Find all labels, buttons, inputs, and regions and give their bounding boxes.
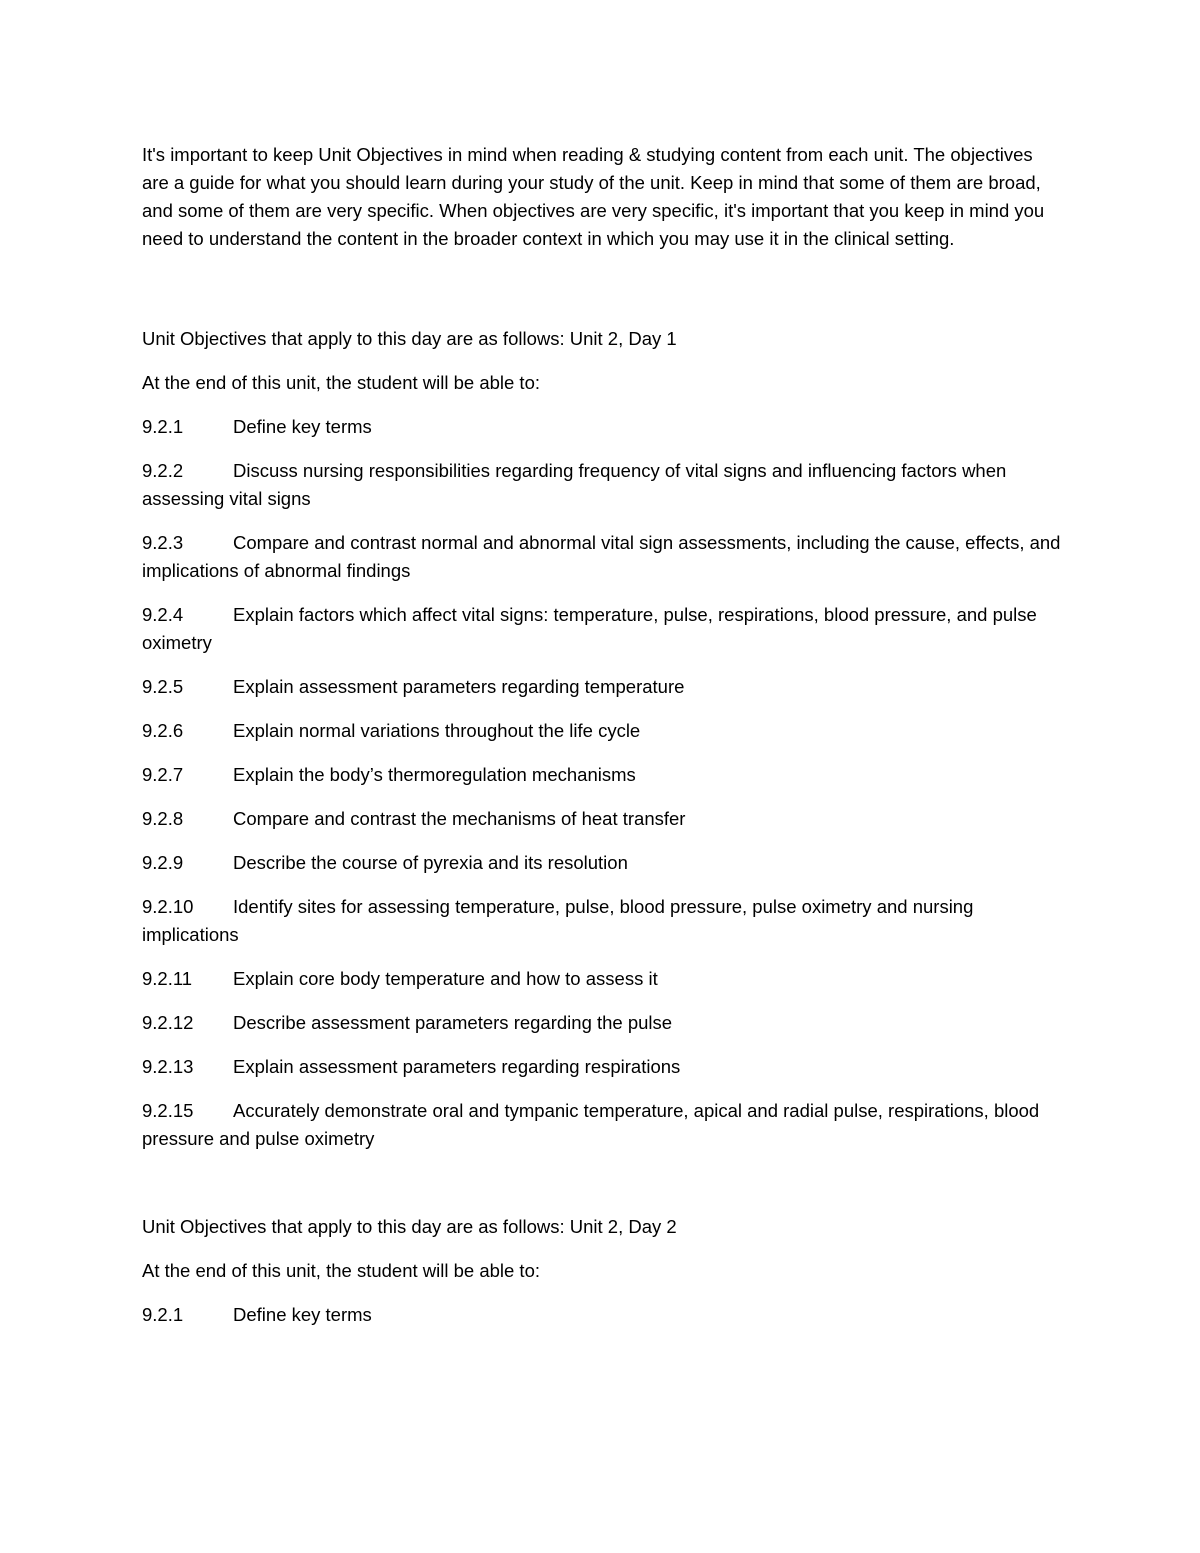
intro-paragraph: It's important to keep Unit Objectives in mind when reading & studying content from each unit. The objectives are a guide for what you should learn during your study of the unit. Keep in mind that some of them are broad, and some of them are very specific. When objectives are very specific, it's important that you keep in mind you need to understand the content in the broader context in which you may use it in the clinical setting. [142, 144, 1045, 249]
objective-number: 9.2.1 [142, 1304, 184, 1325]
objective-text: Explain the body’s thermoregulation mechanisms [233, 764, 636, 785]
objective-text: Explain assessment parameters regarding respirations [233, 1056, 681, 1077]
objective-text: Define key terms [233, 1304, 372, 1325]
objective-text: Identify sites for assessing temperature, pulse, blood pressure, pulse oximetry and nursing implications [142, 896, 974, 945]
objective-item [142, 761, 1062, 789]
day1-lead: At the end of this unit, the student will be able to: [142, 372, 541, 393]
objective-item [142, 965, 1062, 993]
objective-item [142, 805, 1062, 833]
objective-item [142, 1301, 1062, 1329]
objective-item [142, 717, 1062, 745]
objective-number: 9.2.12 [142, 1012, 194, 1033]
objective-item [142, 457, 1062, 513]
objective-item [142, 529, 1062, 585]
day2-lead: At the end of this unit, the student will be able to: [142, 1260, 541, 1281]
objective-item [142, 413, 1062, 441]
objective-text: Compare and contrast normal and abnormal vital sign assessments, including the cause, effects, and implications of abnormal findings [142, 532, 1061, 581]
objective-text: Accurately demonstrate oral and tympanic temperature, apical and radial pulse, respirations, blood pressure and pulse oximetry [142, 1100, 1040, 1149]
objective-text: Describe the course of pyrexia and its resolution [233, 852, 628, 873]
objective-number: 9.2.2 [142, 460, 184, 481]
objective-item [142, 673, 1062, 701]
objective-item [142, 849, 1062, 877]
objective-number: 9.2.5 [142, 676, 184, 697]
objective-number: 9.2.15 [142, 1100, 194, 1121]
objective-number: 9.2.1 [142, 416, 184, 437]
document-page [142, 141, 1062, 1329]
objective-number: 9.2.3 [142, 532, 184, 553]
objective-item [142, 893, 1062, 949]
objective-text: Define key terms [233, 416, 372, 437]
objective-text: Explain factors which affect vital signs: temperature, pulse, respirations, blood pressure, and pulse oximetry [142, 604, 1037, 653]
objective-number: 9.2.9 [142, 852, 184, 873]
objective-number: 9.2.8 [142, 808, 184, 829]
objective-item [142, 1053, 1062, 1081]
objective-number: 9.2.4 [142, 604, 184, 625]
objective-item [142, 601, 1062, 657]
objective-item [142, 1097, 1062, 1153]
objective-number: 9.2.13 [142, 1056, 194, 1077]
objective-text: Describe assessment parameters regarding the pulse [233, 1012, 673, 1033]
objective-item [142, 1009, 1062, 1037]
objective-number: 9.2.10 [142, 896, 194, 917]
objective-number: 9.2.7 [142, 764, 184, 785]
objective-number: 9.2.11 [142, 968, 193, 989]
objective-text: Explain normal variations throughout the life cycle [233, 720, 641, 741]
objective-text: Explain core body temperature and how to assess it [233, 968, 658, 989]
objective-text: Explain assessment parameters regarding temperature [233, 676, 685, 697]
objective-text: Discuss nursing responsibilities regarding frequency of vital signs and influencing factors when assessing vital signs [142, 460, 1007, 509]
objective-text: Compare and contrast the mechanisms of heat transfer [233, 808, 686, 829]
day1-heading: Unit Objectives that apply to this day are as follows: Unit 2, Day 1 [142, 328, 677, 349]
objective-number: 9.2.6 [142, 720, 184, 741]
day2-heading: Unit Objectives that apply to this day are as follows: Unit 2, Day 2 [142, 1216, 677, 1237]
